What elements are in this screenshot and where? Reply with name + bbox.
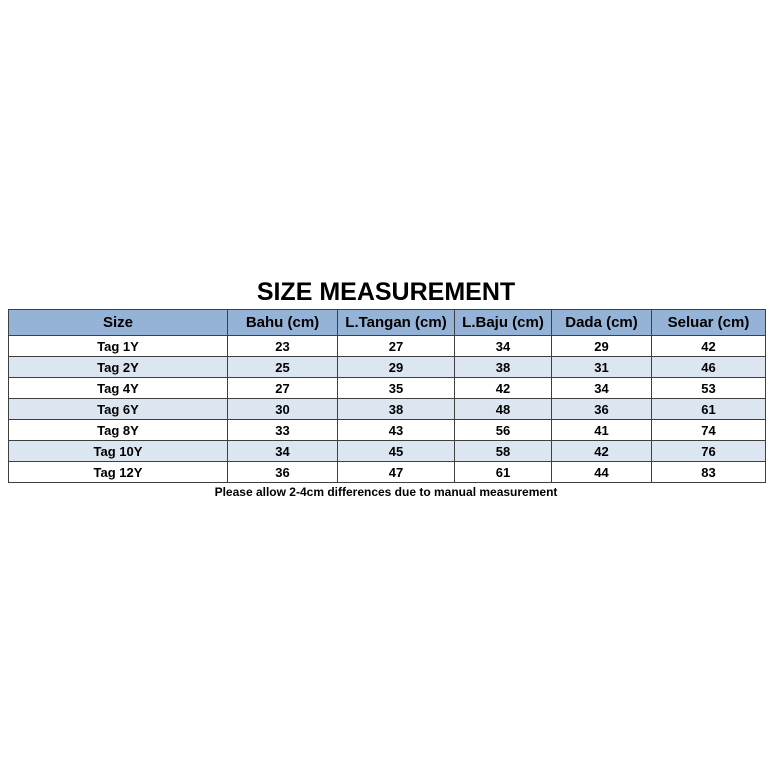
- size-measurement-table: [8, 309, 766, 483]
- table-cell: 48: [455, 399, 552, 420]
- table-cell: 44: [552, 462, 652, 483]
- table-cell: 34: [552, 378, 652, 399]
- table-row: [9, 378, 766, 399]
- column-header: L.Baju (cm): [455, 310, 552, 336]
- table-cell: 36: [552, 399, 652, 420]
- table-cell: Tag 1Y: [9, 336, 228, 357]
- table-row: [9, 420, 766, 441]
- table-cell: 38: [455, 357, 552, 378]
- table-cell: 38: [338, 399, 455, 420]
- table-row: [9, 399, 766, 420]
- table-cell: 35: [338, 378, 455, 399]
- table-cell: 53: [652, 378, 766, 399]
- table-cell: Tag 6Y: [9, 399, 228, 420]
- measurement-note: Please allow 2-4cm differences due to manual measurement: [214, 485, 558, 499]
- table-cell: 46: [652, 357, 766, 378]
- table-cell: 33: [228, 420, 338, 441]
- table-cell: Tag 10Y: [9, 441, 228, 462]
- table-cell: Tag 12Y: [9, 462, 228, 483]
- table-cell: 42: [652, 336, 766, 357]
- table-cell: 61: [652, 399, 766, 420]
- table-cell: 41: [552, 420, 652, 441]
- column-header: Bahu (cm): [228, 310, 338, 336]
- table-cell: 27: [338, 336, 455, 357]
- table-cell: 45: [338, 441, 455, 462]
- table-cell: 42: [552, 441, 652, 462]
- column-header: Dada (cm): [552, 310, 652, 336]
- table-row: [9, 336, 766, 357]
- table-cell: 29: [552, 336, 652, 357]
- table-cell: 43: [338, 420, 455, 441]
- table-cell: 34: [228, 441, 338, 462]
- table-row: [9, 462, 766, 483]
- table-cell: Tag 4Y: [9, 378, 228, 399]
- table-cell: 42: [455, 378, 552, 399]
- table-cell: 34: [455, 336, 552, 357]
- table-cell: Tag 2Y: [9, 357, 228, 378]
- table-cell: 36: [228, 462, 338, 483]
- table-cell: Tag 8Y: [9, 420, 228, 441]
- table-cell: 30: [228, 399, 338, 420]
- table-cell: 83: [652, 462, 766, 483]
- page-title: SIZE MEASUREMENT: [256, 278, 516, 306]
- table-cell: 58: [455, 441, 552, 462]
- table-cell: 27: [228, 378, 338, 399]
- column-header: Seluar (cm): [652, 310, 766, 336]
- table-cell: 31: [552, 357, 652, 378]
- table-cell: 25: [228, 357, 338, 378]
- column-header: L.Tangan (cm): [338, 310, 455, 336]
- table-cell: 29: [338, 357, 455, 378]
- table-cell: 47: [338, 462, 455, 483]
- table-cell: 56: [455, 420, 552, 441]
- table-header-row: [9, 310, 766, 336]
- column-header: Size: [9, 310, 228, 336]
- table-cell: 74: [652, 420, 766, 441]
- table-cell: 61: [455, 462, 552, 483]
- table-row: [9, 441, 766, 462]
- table-row: [9, 357, 766, 378]
- table-cell: 76: [652, 441, 766, 462]
- table-cell: 23: [228, 336, 338, 357]
